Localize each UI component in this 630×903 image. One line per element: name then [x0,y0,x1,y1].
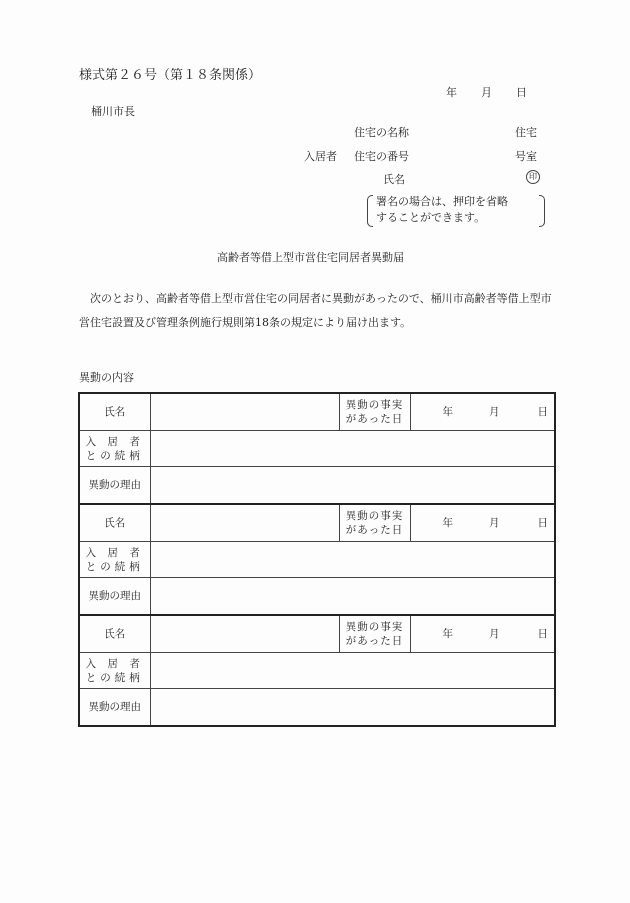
relation-label-line-2: との続柄 [85,449,144,462]
reason-label: 異動の理由 [79,689,150,727]
change-table [78,392,556,727]
entry-name-row [79,393,555,431]
seal-note-text [376,194,508,226]
name-field[interactable] [150,393,339,431]
submission-date [446,84,527,100]
change-date-label-line-1: 異動の事実 [345,621,404,633]
relation-label-line-1: 入 居 者 [85,546,144,559]
relation-label-line-1: 入 居 者 [85,657,144,670]
room-suffix: 号室 [515,150,537,163]
form-number: 様式第２６号（第１８条関係） [79,68,262,83]
name-field[interactable] [150,615,339,653]
relation-field[interactable] [150,653,555,689]
house-suffix: 住宅 [515,126,537,139]
relation-field[interactable] [150,542,555,578]
change-date-field[interactable] [410,615,555,653]
change-date-month: 月 [489,517,500,529]
addressee: 桶川市長 [91,105,135,118]
change-date-label-line-1: 異動の事実 [345,399,404,411]
relation-label [79,653,150,689]
relation-field[interactable] [150,431,555,467]
date-month: 月 [481,86,492,99]
relation-label [79,431,150,467]
house-name-label: 住宅の名称 [354,126,409,139]
entry-reason-row [79,578,555,616]
change-date-label [339,615,410,653]
section-label: 異動の内容 [79,371,134,384]
relation-label-line-2: との続柄 [85,560,144,573]
relation-label-line-2: との続柄 [85,671,144,684]
change-date-month: 月 [489,406,500,418]
name-label: 氏名 [79,504,150,542]
change-date-year: 年 [442,517,453,529]
change-date-day: 日 [537,517,548,529]
resident-label: 入居者 [304,150,337,163]
entry-reason-row [79,467,555,505]
document-title: 高齢者等借上型市営住宅同居者異動届 [217,251,404,264]
date-year: 年 [446,86,457,99]
change-date-day: 日 [537,406,548,418]
entry-relation-row [79,653,555,689]
name-field[interactable] [150,504,339,542]
seal-note [367,194,545,226]
entry-relation-row [79,431,555,467]
entry-relation-row [79,542,555,578]
entry-name-row [79,504,555,542]
name-label: 氏名 [79,615,150,653]
left-bracket [367,195,373,227]
change-date-year: 年 [442,628,453,640]
change-date-label-line-2: があった日 [345,524,404,536]
change-date-day: 日 [537,628,548,640]
reason-field[interactable] [150,578,555,616]
change-date-month: 月 [489,628,500,640]
change-date-field[interactable] [410,504,555,542]
relation-label-line-1: 入 居 者 [85,435,144,448]
change-date-label [339,393,410,431]
change-date-label-line-2: があった日 [345,635,404,647]
house-number-label: 住宅の番号 [354,150,409,163]
reason-field[interactable] [150,689,555,727]
entry-reason-row [79,689,555,727]
seal-note-line-1: 署名の場合は、押印を省略 [376,195,508,208]
date-day: 日 [516,86,527,99]
reason-label: 異動の理由 [79,578,150,616]
applicant-name-label: 氏名 [383,173,405,186]
change-date-year: 年 [442,406,453,418]
change-date-label [339,504,410,542]
body-paragraph: 次のとおり、高齢者等借上型市営住宅の同居者に異動があったので、桶川市高齢者等借上型市営住宅設置及び管理条例施行規則第18条の規定により届け出ます。 [79,292,552,329]
relation-label [79,542,150,578]
reason-field[interactable] [150,467,555,505]
reason-label: 異動の理由 [79,467,150,505]
change-date-field[interactable] [410,393,555,431]
right-bracket [539,195,545,227]
seal-note-line-2: することができます。 [376,211,486,224]
seal-mark-icon: 印 [526,170,540,184]
entry-name-row [79,615,555,653]
change-date-label-line-2: があった日 [345,413,404,425]
change-date-label-line-1: 異動の事実 [345,510,404,522]
name-label: 氏名 [79,393,150,431]
